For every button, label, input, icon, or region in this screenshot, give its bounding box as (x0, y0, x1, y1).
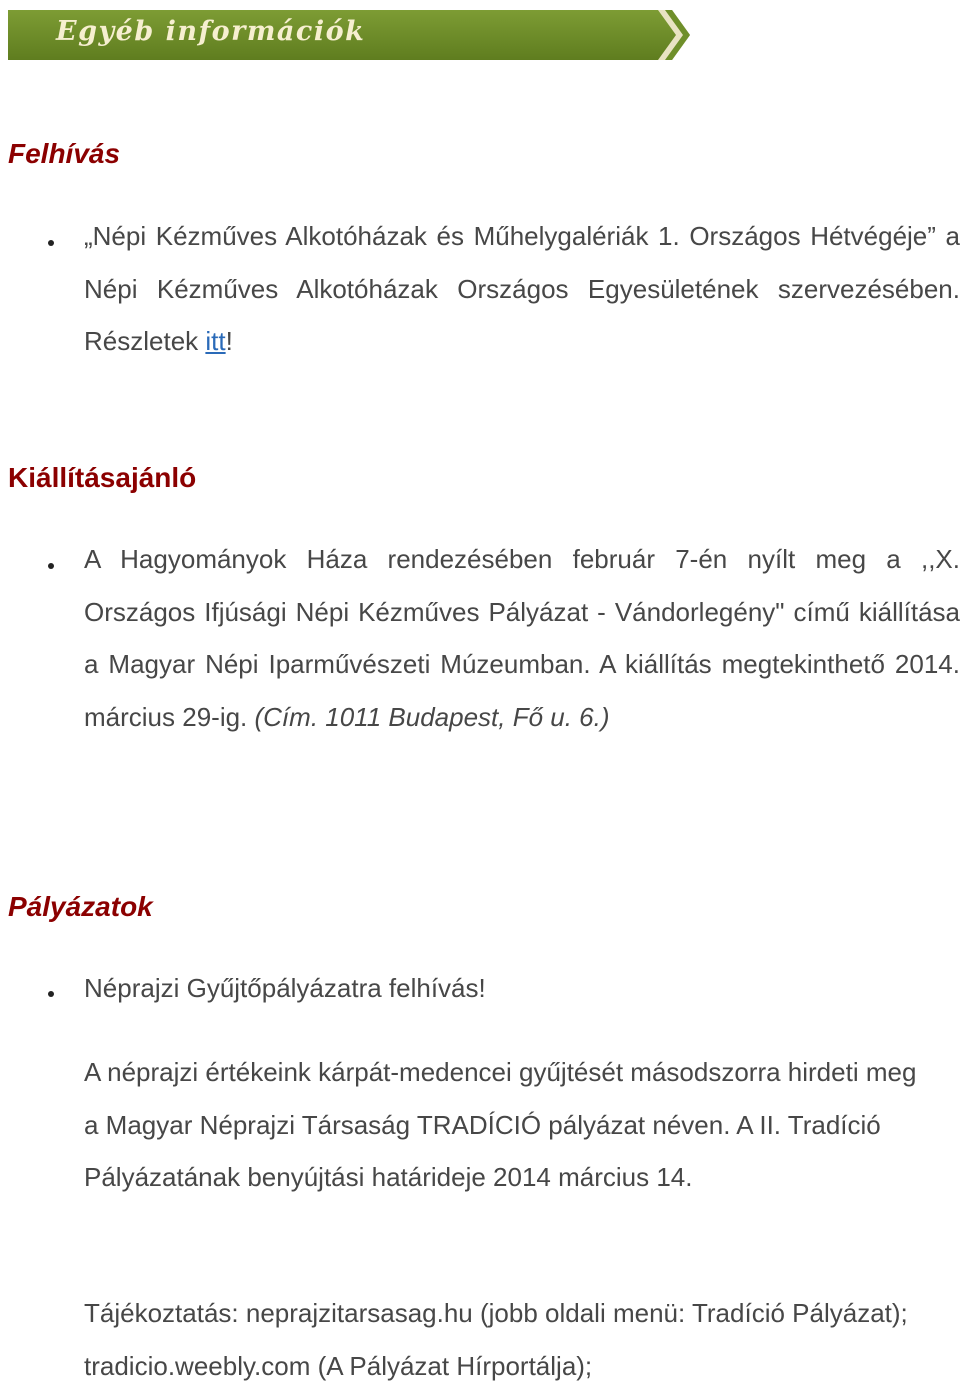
heading-palyazatok: Pályázatok (8, 891, 153, 922)
bullet-icon (48, 240, 54, 246)
palyazatok-paragraph-1: A néprajzi értékeink kárpát-medencei gyűjtését másodszorra hirdeti meg a Magyar Néprajzi Társaság TRADÍCIÓ pályázat néven. A II. Tradíció Pályázatának benyújtási határideje 2014 március 14. (84, 1057, 917, 1193)
bullet-icon (48, 991, 54, 997)
felhivas-list-item (84, 210, 960, 368)
heading-kiallitasajanlo: Kiállításajánló (8, 462, 197, 493)
kiallitas-list-item (84, 533, 960, 743)
banner-title: Egyéb információk (56, 16, 366, 47)
bullet-icon (48, 563, 54, 569)
section-banner (8, 10, 690, 60)
felhivas-item-end: ! (225, 326, 233, 357)
palyazatok-paragraph-2: Tájékoztatás: neprajzitarsasag.hu (jobb oldali menü: Tradíció Pályázat); tradicio.weebly.com (A Pályázat Hírportálja); (84, 1298, 908, 1381)
kiallitas-item-text: A Hagyományok Háza rendezésében február 7-én nyílt meg a ,,X. Országos Ifjúsági Népi Kézműves Pályázat - Vándorlegény" című kiállítása a Magyar Népi Iparművészeti Múzeumban. A kiállítás megtekinthető 2014. március 29-ig. (84, 544, 960, 732)
kiallitas-address: (Cím. 1011 Budapest, Fő u. 6.) (254, 701, 610, 732)
palyazatok-list-item: Néprajzi Gyűjtőpályázatra felhívás! (84, 973, 486, 1003)
details-link[interactable]: itt (205, 326, 226, 357)
felhivas-item-text: „Népi Kézműves Alkotóházak és Műhelygalériák 1. Országos Hétvégéje” a Népi Kézműves Alkotóházak Országos Egyesületének szervezésében. Részletek (84, 221, 960, 357)
heading-felhivas: Felhívás (8, 138, 121, 169)
